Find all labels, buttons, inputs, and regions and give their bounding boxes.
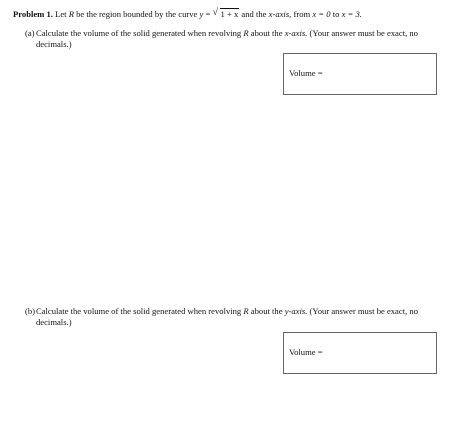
problem-intro-text: Let xyxy=(55,9,67,19)
part-b-volume-input[interactable] xyxy=(326,339,435,369)
part-b-label: (b) xyxy=(25,306,36,316)
y-variable: y xyxy=(199,9,204,19)
part-a-answer-box xyxy=(283,53,437,95)
part-a xyxy=(25,28,445,50)
problem-statement xyxy=(13,8,463,20)
lower-bound: x = 0 xyxy=(312,9,331,19)
question-text: decimals.) xyxy=(36,317,72,327)
radicand: 1 + x xyxy=(220,9,239,19)
problem-intro-text: from xyxy=(293,9,311,19)
region-variable: R xyxy=(68,9,74,19)
question-text: Calculate the volume of the solid generated when revolving xyxy=(36,28,242,38)
question-text: (Your answer must be exact, no xyxy=(309,306,418,316)
problem-intro-text: be the region bounded by the curve xyxy=(76,9,198,19)
equals-sign: = xyxy=(205,9,211,19)
square-root-expression xyxy=(213,8,240,20)
question-text: decimals.) xyxy=(36,39,72,49)
problem-heading: Problem 1. xyxy=(13,9,53,19)
part-b xyxy=(25,306,445,328)
part-b-answer-box xyxy=(283,332,437,374)
part-a-question xyxy=(36,28,445,50)
axis-name: y-axis. xyxy=(284,306,308,316)
problem-intro-text: and the xyxy=(241,9,267,19)
volume-label: Volume = xyxy=(289,347,323,357)
part-a-label: (a) xyxy=(25,28,35,38)
problem-intro-text: to xyxy=(332,9,340,19)
axis-name: x-axis, xyxy=(268,9,292,19)
question-text: about the xyxy=(250,28,283,38)
region-variable: R xyxy=(243,28,249,38)
volume-label: Volume = xyxy=(289,68,323,78)
question-text: (Your answer must be exact, no xyxy=(309,28,418,38)
question-text: about the xyxy=(250,306,283,316)
sqrt-symbol: √ xyxy=(212,7,219,18)
upper-bound: x = 3. xyxy=(341,9,362,19)
axis-name: x-axis. xyxy=(284,28,308,38)
part-a-volume-input[interactable] xyxy=(326,60,435,90)
region-variable: R xyxy=(243,306,249,316)
part-b-question xyxy=(36,306,445,328)
question-text: Calculate the volume of the solid generated when revolving xyxy=(36,306,242,316)
